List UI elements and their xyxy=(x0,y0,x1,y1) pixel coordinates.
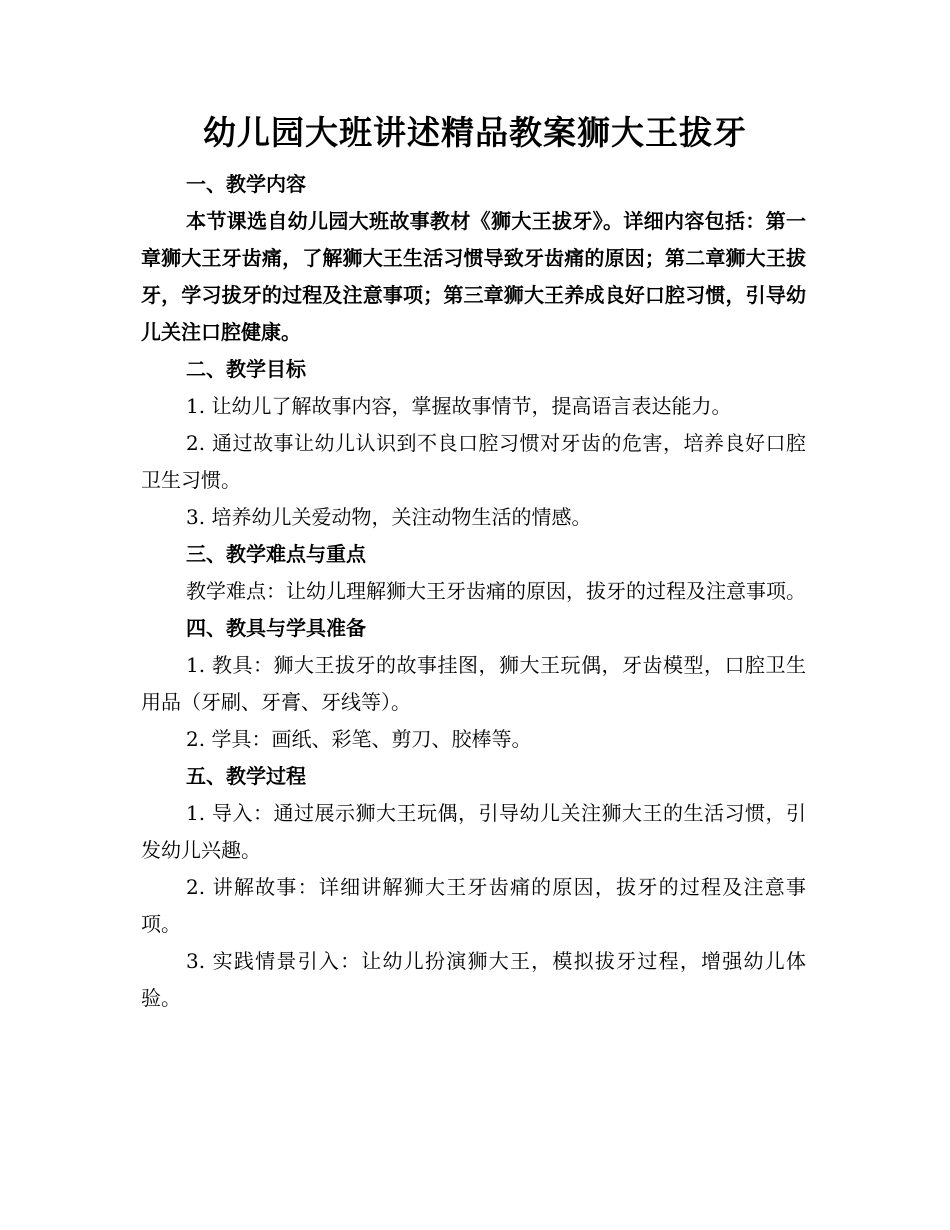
material-item: 1. 教具：狮大王拔牙的故事挂图，狮大王玩偶，牙齿模型，口腔卫生用品（牙刷、牙膏、牙线等）。 xyxy=(141,653,806,714)
section-heading-objectives: 二、教学目标 xyxy=(186,357,306,381)
process-item: 1. 导入：通过展示狮大王玩偶，引导幼儿关注狮大王的生活习惯，引发幼儿兴趣。 xyxy=(141,801,806,862)
section-heading-difficulties: 三、教学难点与重点 xyxy=(186,542,366,566)
document-title: 幼儿园大班讲述精品教案狮大王拔牙 xyxy=(203,113,747,152)
material-item: 2. 学具：画纸、彩笔、剪刀、胶棒等。 xyxy=(186,727,532,751)
document-body xyxy=(141,166,806,1017)
process-item: 2. 讲解故事：详细讲解狮大王牙齿痛的原因，拔牙的过程及注意事项。 xyxy=(141,875,806,936)
section-heading-content: 一、教学内容 xyxy=(186,172,306,196)
objective-item: 3. 培养幼儿关爱动物，关注动物生活的情感。 xyxy=(186,505,592,529)
content-intro-paragraph: 本节课选自幼儿园大班故事教材《狮大王拔牙》。详细内容包括：第一章狮大王牙齿痛，了解狮大王生活习惯导致牙齿痛的原因；第二章狮大王拔牙，学习拔牙的过程及注意事项；第三章狮大王养成良好口腔习惯，引导幼儿关注口腔健康。 xyxy=(141,209,806,344)
objective-item: 2. 通过故事让幼儿认识到不良口腔习惯对牙齿的危害，培养良好口腔卫生习惯。 xyxy=(141,431,806,492)
section-heading-process: 五、教学过程 xyxy=(186,764,306,788)
section-heading-materials: 四、教具与学具准备 xyxy=(186,616,366,640)
objective-item: 1. 让幼儿了解故事内容，掌握故事情节，提高语言表达能力。 xyxy=(186,394,732,418)
process-item: 3. 实践情景引入：让幼儿扮演狮大王，模拟拔牙过程，增强幼儿体验。 xyxy=(141,949,806,1010)
difficulty-item: 教学难点：让幼儿理解狮大王牙齿痛的原因，拔牙的过程及注意事项。 xyxy=(186,579,806,603)
